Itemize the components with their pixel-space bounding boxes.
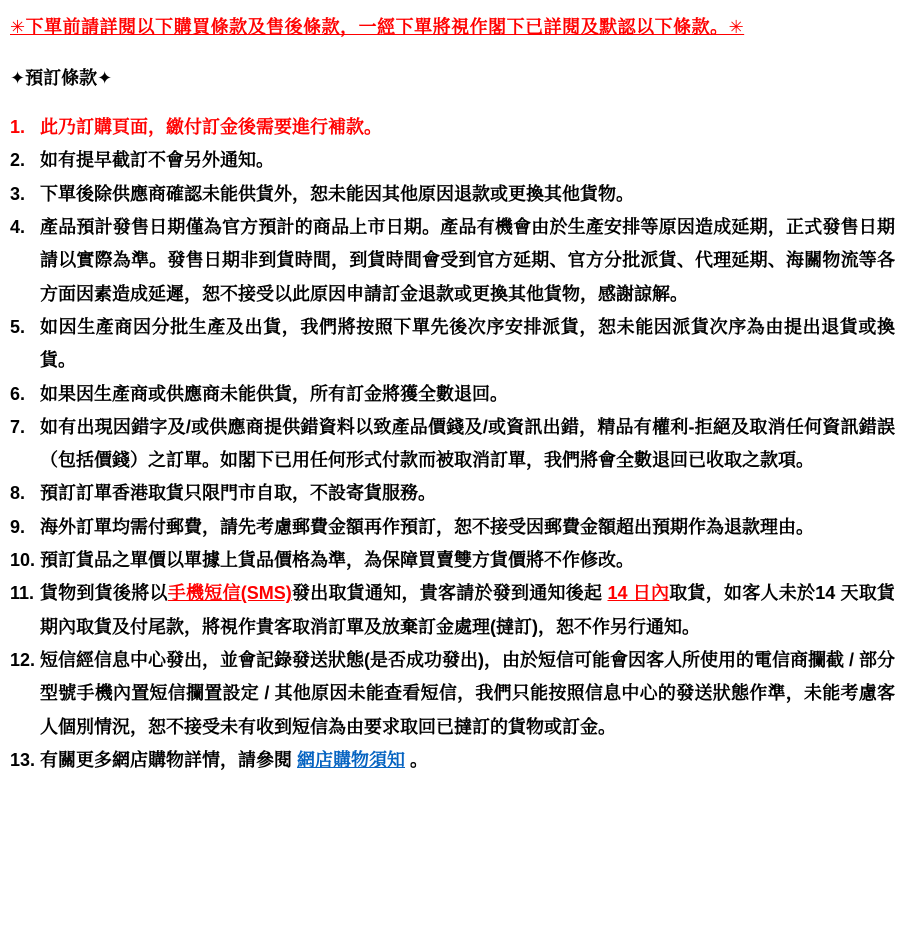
term-segment: 預訂訂單香港取貨只限門市自取，不設寄貨服務。 xyxy=(40,483,436,504)
term-item-4 xyxy=(10,211,895,311)
purchase-notice-header: ✳下單前請詳閱以下購買條款及售後條款，一經下單將視作閣下已詳閱及默認以下條款。✳ xyxy=(10,17,745,37)
term-segment: 如因生產商因分批生產及出貨，我們將按照下單先後次序安排派貨，恕未能因派貨次序為由提出退貨或換貨。 xyxy=(40,316,895,371)
shop-guide-link[interactable]: 網店購物須知 xyxy=(297,749,405,770)
term-text xyxy=(40,644,895,744)
term-segment: 貨物到貨後將以 xyxy=(40,583,168,604)
term-item-2 xyxy=(10,144,895,177)
term-segment: 海外訂單均需付郵費，請先考慮郵費金額再作預訂，恕不接受因郵費金額超出預期作為退款理由。 xyxy=(40,516,814,537)
term-text xyxy=(40,311,895,378)
term-segment: 如有提早截訂不會另外通知。 xyxy=(40,150,274,171)
term-item-3 xyxy=(10,178,895,211)
term-text xyxy=(40,511,895,544)
term-number: 11. xyxy=(10,583,35,604)
purchase-terms-page xyxy=(10,12,895,777)
term-text xyxy=(40,111,895,144)
term-text xyxy=(40,411,895,478)
term-item-8 xyxy=(10,477,895,510)
term-segment: 預訂貨品之單價以單據上貨品價格為準，為保障買賣雙方貨價將不作修改。 xyxy=(40,550,634,571)
term-number: 4. xyxy=(10,217,26,238)
term-text xyxy=(40,744,895,777)
term-segment: 如果因生產商或供應商未能供貨，所有訂金將獲全數退回。 xyxy=(40,383,508,404)
term-item-1 xyxy=(10,111,895,144)
term-text xyxy=(40,211,895,311)
term-number: 6. xyxy=(10,383,26,404)
term-segment: 。 xyxy=(405,749,429,770)
term-number: 12. xyxy=(10,649,36,670)
term-number: 9. xyxy=(10,516,26,537)
section-title-preorder-terms: ✦預訂條款✦ xyxy=(10,67,113,88)
term-item-11 xyxy=(10,577,895,644)
term-highlight: 14 日內 xyxy=(607,583,670,604)
term-number: 3. xyxy=(10,183,26,204)
term-text xyxy=(40,577,895,644)
term-item-12 xyxy=(10,644,895,744)
term-number: 7. xyxy=(10,416,26,437)
term-item-10 xyxy=(10,544,895,577)
terms-list xyxy=(10,111,895,777)
term-text xyxy=(40,178,895,211)
term-text xyxy=(40,144,895,177)
term-text xyxy=(40,477,895,510)
term-number: 10. xyxy=(10,550,36,571)
term-item-9 xyxy=(10,511,895,544)
term-segment: 產品預計發售日期僅為官方預計的商品上市日期。產品有機會由於生產安排等原因造成延期，正式發售日期請以實際為準。發售日期非到貨時間，到貨時間會受到官方延期、官方分批派貨、代理延期、海關物流等各方面因素造成延遲，恕不接受以此原因申請訂金退款或更換其他貨物，感謝諒解。 xyxy=(40,217,895,304)
term-number: 5. xyxy=(10,316,26,337)
term-segment: 此乃訂購頁面，繳付訂金後需要進行補款。 xyxy=(40,117,382,138)
term-text xyxy=(40,378,895,411)
term-segment: 取貨，如客人未於14 天取貨期內取貨及付尾款，將視作貴客取消訂單及放棄訂金處理(撻訂)，恕不作另行通知。 xyxy=(40,583,896,637)
term-highlight: 手機短信(SMS) xyxy=(167,583,292,604)
term-number: 2. xyxy=(10,150,26,171)
term-segment: 有關更多網店購物詳情，請參閱 xyxy=(40,749,297,770)
term-item-13 xyxy=(10,744,895,777)
term-item-7 xyxy=(10,411,895,478)
term-text xyxy=(40,544,895,577)
term-number: 1. xyxy=(10,117,26,138)
term-number: 8. xyxy=(10,483,26,504)
term-segment: 短信經信息中心發出，並會記錄發送狀態(是否成功發出)，由於短信可能會因客人所使用的電信商攔截 / 部分型號手機內置短信攔置設定 / 其他原因未能查看短信，我們只能按照信息中心的發送狀態作準，未能考慮客人個別情況，恕不接受未有收到短信為由要求取回已撻訂的貨物或訂金。 xyxy=(40,649,895,737)
term-segment: 下單後除供應商確認未能供貨外，恕未能因其他原因退款或更換其他貨物。 xyxy=(40,183,634,204)
term-item-6 xyxy=(10,378,895,411)
term-item-5 xyxy=(10,311,895,378)
term-segment: 如有出現因錯字及/或供應商提供錯資料以致產品價錢及/或資訊出錯，精品有權利-拒絕及取消任何資訊錯誤（包括價錢）之訂單。如閣下已用任何形式付款而被取消訂單，我們將會全數退回已收取之款項。 xyxy=(40,416,895,471)
term-segment: 發出取貨通知，貴客請於發到通知後起 xyxy=(291,583,608,604)
term-number: 13. xyxy=(10,749,36,770)
